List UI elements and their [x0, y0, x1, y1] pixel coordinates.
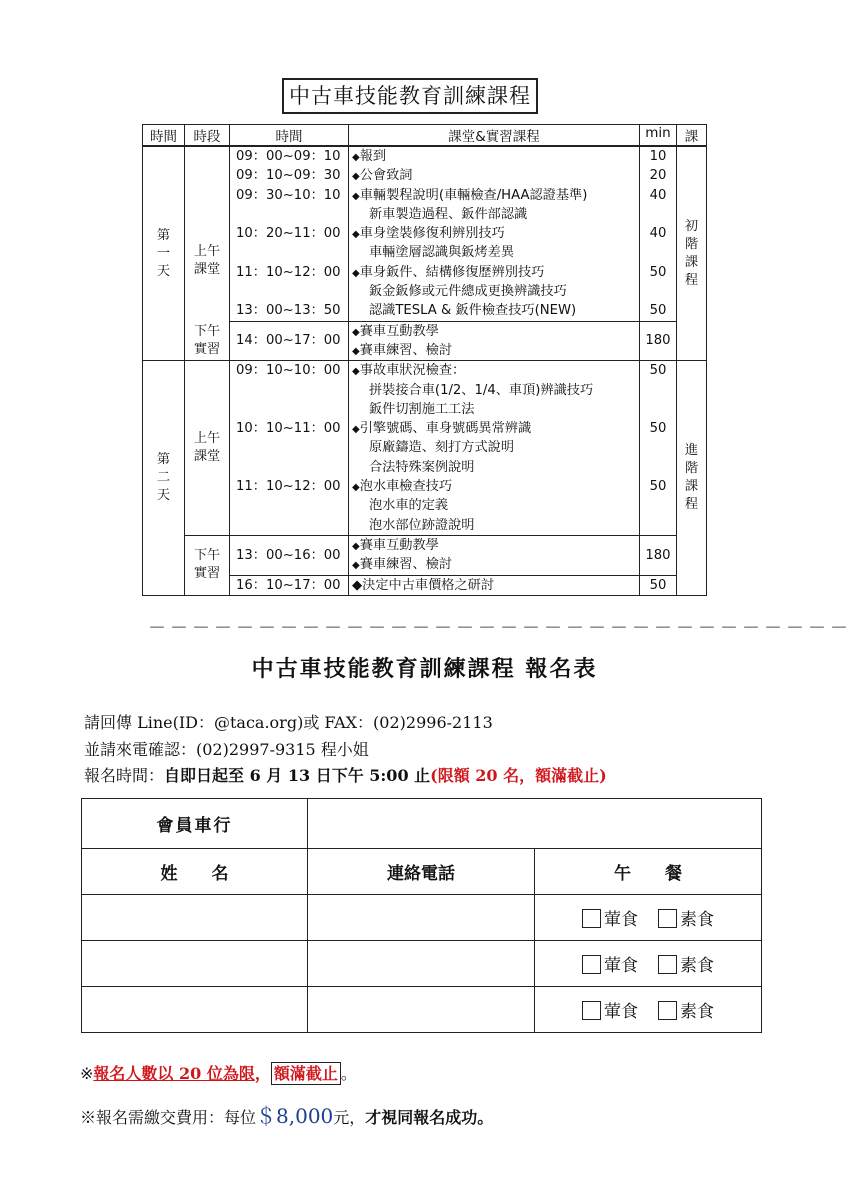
day1-pm-row: [143, 321, 707, 361]
bullet-icon: ◆: [352, 345, 360, 357]
day2-pm-label-line-0: 下午: [193, 548, 221, 564]
day2-am-time-0: 09：10~10：00: [236, 363, 341, 379]
day2-am-time-4: [230, 438, 348, 457]
header-day: 時間: [143, 125, 185, 147]
lunch-option-veg[interactable]: [658, 956, 714, 976]
day2-level-char-2: 課: [684, 479, 699, 495]
day2-pm-time-text: 13：00~16：00: [236, 547, 341, 563]
day2-am-min-5: [640, 458, 676, 477]
day2-last-course: [349, 575, 640, 595]
lunch-option-label: 葷食: [604, 910, 638, 930]
header-min: min: [640, 125, 677, 147]
form-title: 中古車技能教育訓練課程 報名表: [251, 656, 598, 682]
bullet-icon: ◆: [352, 190, 360, 202]
confirm-line: 並請來電確認：(02)2997-9315 程小姐: [84, 740, 369, 759]
course-text: 原廠鑄造、刻打方式說明: [369, 440, 515, 456]
course-text: 新車製造過程、鈑件部認識: [369, 206, 528, 222]
day2-am-course-2: [349, 400, 639, 419]
day1-am-time-6: 11：10~12：00: [236, 264, 341, 280]
day1-am-time-5: [230, 243, 348, 262]
day2-am-time-1: [230, 381, 348, 400]
day2-pm-time: [230, 535, 349, 575]
day1-am-row: [143, 146, 707, 321]
day2-am-times: [230, 361, 349, 536]
form-entry-row: [82, 941, 762, 987]
day1-level-char-3: 程: [684, 272, 699, 288]
header-course: 課堂&實習課程: [349, 125, 640, 147]
day2-am-course-1: [349, 381, 639, 400]
bullet-icon: ◆: [352, 152, 360, 163]
bullet-icon: ◆: [352, 229, 360, 241]
bullet-icon: ◆: [352, 267, 360, 279]
day2-am-time-8: [230, 516, 348, 535]
day1-level: [677, 146, 707, 361]
day2-last-time-text: 16：10~17：00: [236, 577, 341, 593]
fee-unit: 元，: [333, 1108, 366, 1127]
checkbox-veg[interactable]: [658, 909, 677, 928]
day2-am-time-3: 10：10~11：00: [236, 421, 341, 437]
checkbox-meat[interactable]: [582, 1001, 601, 1020]
name-header: 姓 名: [82, 849, 308, 895]
day1-pm-course-0: [349, 322, 639, 341]
day1-pm-min: [640, 321, 677, 361]
day1-am-time-8: 13：00~13：50: [236, 303, 341, 319]
day2-label-char-1: 二: [156, 470, 171, 486]
day1-pm-min-text: 180: [645, 333, 671, 349]
day1-am-min-4: 40: [649, 226, 667, 242]
course-text: 拼裝接合車(1/2、1/4、車頂)辨識技巧: [369, 382, 594, 398]
bullet-icon: ◆: [352, 366, 360, 378]
day2-last-min: [640, 575, 677, 595]
day2-level-char-3: 程: [684, 497, 699, 513]
lunch-option-label: 素食: [680, 1002, 714, 1022]
note-end: 。: [340, 1064, 357, 1083]
schedule-table: [142, 124, 707, 596]
day2-am-row: [143, 361, 707, 536]
deadline-prefix: 報名時間：: [84, 766, 165, 785]
day2-am-time-7: [230, 496, 348, 515]
note-limit-text: 報名人數以 20 位為限: [93, 1064, 255, 1083]
day1-label-char-2: 天: [156, 263, 171, 279]
day1-pm-label: [185, 321, 230, 361]
day2-level-char-0: 進: [684, 443, 699, 459]
cut-line-divider: －－－－－－－－－－－－－－－－－－－－－－－－－－－－－－－－: [148, 618, 852, 639]
day2-am-course-0: [349, 361, 639, 380]
day1-am-label-line-0: 上午: [193, 244, 221, 260]
checkbox-meat[interactable]: [582, 955, 601, 974]
day1-am-min-7: [640, 282, 676, 301]
day1-am-course-1: [349, 166, 639, 185]
day2-am-min-3: 50: [649, 421, 667, 437]
day2-am-course-5: [349, 458, 639, 477]
day2-label-char-2: 天: [156, 488, 171, 504]
day2-am-course-3: [349, 419, 639, 438]
day2-am-mins: [640, 361, 677, 536]
day1-label-char-0: 第: [156, 227, 171, 243]
phone-input[interactable]: [308, 895, 535, 941]
course-text: 賽車練習、檢討: [359, 557, 453, 573]
day1-am-course-6: [349, 263, 639, 282]
day1-pm-time-text: 14：00~17：00: [236, 333, 341, 349]
deadline-text: 自即日起至 6 月 13 日下午 5:00 止: [164, 766, 431, 785]
course-text: 鈑金鈑修或元件總成更換辨識技巧: [369, 284, 567, 300]
course-text: 車身塗裝修復利辨別技巧: [359, 226, 505, 242]
schedule-header-row: [143, 125, 707, 147]
bullet-icon: ◆: [352, 171, 360, 183]
contact-line: 請回傳 Line(ID：@taca.org)或 FAX：(02)2996-2113: [84, 713, 493, 732]
day2-pm-min: [640, 535, 677, 575]
lunch-option-label: 葷食: [604, 956, 638, 976]
course-text: 事故車狀況檢查：: [359, 363, 466, 379]
day2-am-time-5: [230, 458, 348, 477]
fee-prefix: ※報名需繳交費用：每位: [80, 1108, 257, 1127]
header-period: 時段: [185, 125, 230, 147]
note-full-stop-box: 額滿截止: [271, 1062, 341, 1085]
day2-pm-min-text: 180: [645, 547, 671, 563]
bullet-icon: ◆: [352, 424, 360, 436]
day1-level-char-1: 階: [684, 236, 699, 252]
name-input[interactable]: [82, 987, 308, 1033]
day1-am-course-5: [349, 243, 639, 262]
day1-am-course-4: [349, 224, 639, 243]
day1-am-courses: [349, 146, 640, 321]
checkbox-meat[interactable]: [582, 909, 601, 928]
course-text: 公會致詞: [359, 168, 413, 184]
document-title: 中古車技能教育訓練課程: [282, 78, 538, 114]
day1-am-label: [185, 146, 230, 321]
day2-am-time-2: [230, 400, 348, 419]
lunch-options: [535, 941, 762, 987]
note-limit: [80, 1061, 357, 1084]
day1-am-time-0: 09：00~09：10: [236, 149, 341, 164]
lunch-option-label: 素食: [680, 910, 714, 930]
bullet-icon: ◆: [352, 326, 360, 338]
day2-last-min-text: 50: [649, 577, 667, 593]
course-text: 泡水部位跡證說明: [369, 517, 475, 533]
day1-am-min-2: 40: [649, 187, 667, 203]
course-text: 車輛塗層認識與鈑烤差異: [369, 245, 515, 261]
day2-pm-courses: [349, 535, 640, 575]
header-time: 時間: [230, 125, 349, 147]
course-text: 賽車互動教學: [359, 323, 439, 339]
phone-header: 連絡電話: [308, 849, 535, 895]
form-header-row: [82, 849, 762, 895]
day1-am-course-8: [349, 301, 639, 320]
day2-pm-label-line-1: 實習: [193, 566, 221, 582]
lunch-option-label: 素食: [680, 956, 714, 976]
bullet-icon: ◆: [352, 560, 360, 572]
day2-am-course-8: [349, 516, 639, 535]
day1-am-course-7: [349, 282, 639, 301]
day2-level-char-1: 階: [684, 461, 699, 477]
day2-am-label-line-1: 課堂: [193, 449, 221, 465]
day2-pm-label: [185, 535, 230, 595]
course-text: 車輛製程說明(車輛檢查/HAA認證基準): [359, 187, 588, 203]
day1-am-time-7: [230, 282, 348, 301]
day1-label: [143, 146, 185, 361]
course-text: 泡水車的定義: [369, 498, 449, 514]
day2-am-courses: [349, 361, 640, 536]
day1-label-char-1: 一: [156, 245, 171, 261]
checkbox-veg[interactable]: [658, 955, 677, 974]
member-row: [82, 799, 762, 849]
day1-am-course-0: [349, 147, 639, 166]
member-input[interactable]: [308, 799, 762, 849]
checkbox-veg[interactable]: [658, 1001, 677, 1020]
day2-label: [143, 361, 185, 596]
day1-am-course-2: [349, 186, 639, 205]
day2-level: [677, 361, 707, 596]
form-entry-row: [82, 987, 762, 1033]
course-text: 報到: [359, 149, 387, 164]
day2-am-label: [185, 361, 230, 536]
day1-am-time-3: [230, 205, 348, 224]
day1-am-min-5: [640, 243, 676, 262]
day2-am-course-7: [349, 496, 639, 515]
day2-pm-row: [143, 535, 707, 575]
bullet-icon: ◆: [352, 577, 363, 593]
name-input[interactable]: [82, 895, 308, 941]
day2-label-char-0: 第: [156, 452, 171, 468]
lunch-option-meat[interactable]: [582, 1002, 638, 1022]
lunch-option-meat[interactable]: [582, 910, 638, 930]
course-text: 賽車練習、檢討: [359, 342, 453, 358]
day1-am-min-6: 50: [649, 264, 667, 280]
day1-am-label-line-1: 課堂: [193, 262, 221, 278]
day1-am-time-2: 09：30~10：10: [236, 187, 341, 203]
day2-am-min-2: [640, 400, 676, 419]
day2-am-time-6: 11：10~12：00: [236, 479, 341, 495]
day1-am-course-3: [349, 205, 639, 224]
lunch-options: [535, 987, 762, 1033]
day2-am-min-0: 50: [649, 363, 667, 379]
day2-am-course-6: [349, 477, 639, 496]
lunch-option-veg[interactable]: [658, 910, 714, 930]
deadline-limit: (限額 20 名，額滿截止): [430, 766, 607, 785]
day2-pm-course-1: [349, 555, 639, 574]
day1-level-char-2: 課: [684, 254, 699, 270]
course-text: 鈑件切割施工工法: [369, 401, 475, 417]
course-text: 認識TESLA & 鈑件檢查技巧(NEW): [369, 303, 577, 319]
day1-am-time-4: 10：20~11：00: [236, 226, 341, 242]
day2-am-min-8: [640, 516, 676, 535]
lunch-options: [535, 895, 762, 941]
day1-am-min-8: 50: [649, 303, 667, 319]
course-text: 賽車互動教學: [359, 537, 439, 553]
day2-pm-course-0: [349, 536, 639, 555]
course-text: 泡水車檢查技巧: [359, 479, 453, 495]
lunch-option-veg[interactable]: [658, 1002, 714, 1022]
phone-input[interactable]: [308, 987, 535, 1033]
day1-pm-label-line-0: 下午: [193, 323, 221, 339]
registration-form: [81, 798, 762, 1033]
bullet-icon: ◆: [352, 540, 360, 552]
day2-am-course-4: [349, 438, 639, 457]
day2-am-min-4: [640, 438, 676, 457]
day2-last-time: [230, 575, 349, 595]
day1-pm-time: [230, 321, 349, 361]
day1-level-char-0: 初: [684, 218, 699, 234]
day1-am-mins: [640, 146, 677, 321]
lunch-header: 午 餐: [535, 849, 762, 895]
member-label: 會員車行: [82, 799, 308, 849]
day2-am-label-line-0: 上午: [193, 431, 221, 447]
day2-am-min-1: [640, 381, 676, 400]
day2-am-min-6: 50: [649, 479, 667, 495]
day1-am-min-0: 10: [649, 149, 667, 164]
course-text: 合法特殊案例說明: [369, 459, 475, 475]
lunch-option-label: 葷食: [604, 1002, 638, 1022]
note-mark: ※: [80, 1064, 94, 1083]
name-input[interactable]: [82, 941, 308, 987]
day1-am-time-1: 09：10~09：30: [236, 168, 341, 184]
deadline-line: [84, 763, 607, 786]
bullet-icon: ◆: [352, 482, 360, 494]
header-level: 課: [677, 125, 707, 147]
fee-price: ＄8,000: [256, 1104, 334, 1128]
day2-am-min-7: [640, 496, 676, 515]
phone-input[interactable]: [308, 941, 535, 987]
day1-pm-label-line-1: 實習: [193, 341, 221, 357]
day1-pm-course-1: [349, 341, 639, 360]
day2-last-course-text: 決定中古車價格之研討: [362, 577, 495, 593]
day1-am-times: [230, 146, 349, 321]
day1-pm-courses: [349, 321, 640, 361]
day1-am-min-1: 20: [649, 168, 667, 184]
course-text: 車身鈑件、結構修復歷辨別技巧: [359, 264, 545, 280]
note-fee: [80, 1100, 493, 1129]
day1-am-min-3: [640, 205, 676, 224]
lunch-option-meat[interactable]: [582, 956, 638, 976]
form-entry-row: [82, 895, 762, 941]
fee-confirm: 才視同報名成功。: [365, 1108, 494, 1127]
note-sep: ，: [254, 1064, 271, 1083]
course-text: 引擎號碼、車身號碼異常辨識: [359, 421, 532, 437]
